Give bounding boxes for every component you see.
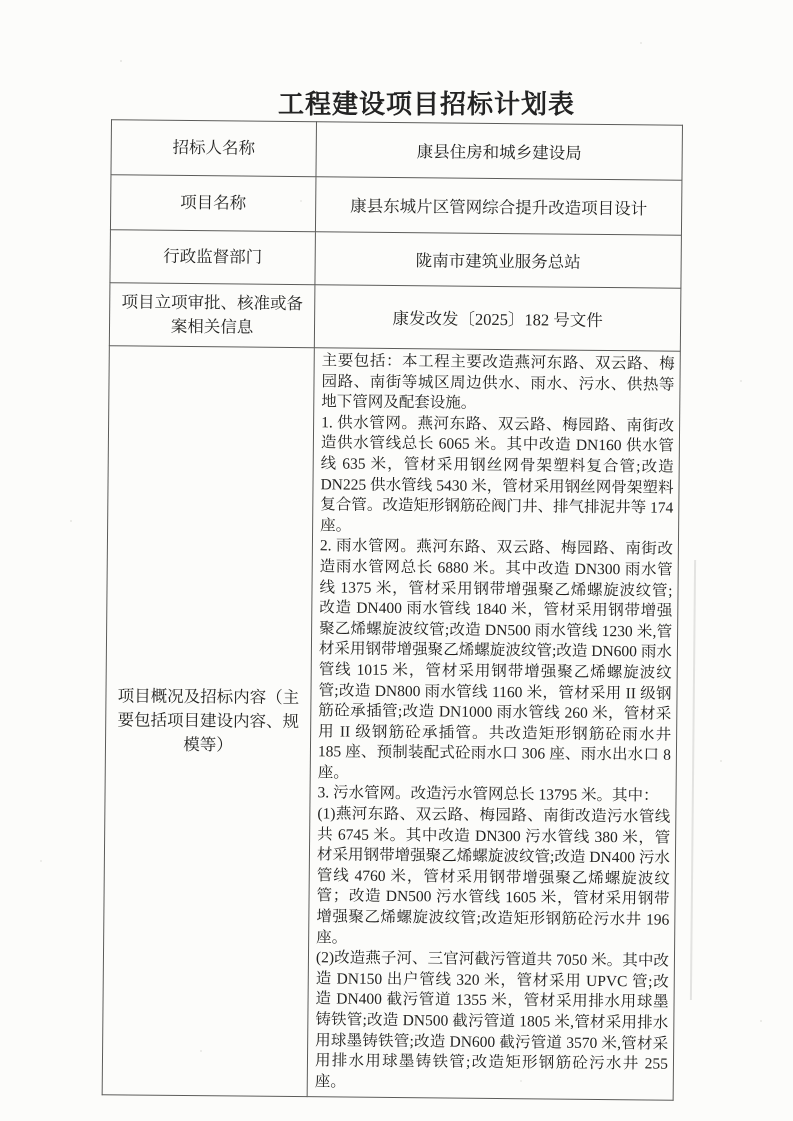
row-label-supervision-department: 行政监督部门 <box>110 230 315 285</box>
overview-paragraph: 1. 供水管网。燕河东路、双云路、梅园路、南街改造供水管线总长 6065 米。其中改造 DN160 供水管线 635 米，管材采用钢丝网骨架塑料复合管;改造 DN225 供水管线 5430 米，管材采用钢丝网骨架塑料复合管。改造矩形钢筋砼阀门井、排气排泥井等 174 座。 <box>320 414 675 535</box>
overview-paragraph: 3. 污水管网。改造污水管网总长 13795 米。其中： <box>317 784 659 806</box>
row-value-tenderer-name: 康县住房和城乡建设局 <box>316 122 683 181</box>
scan-noise <box>0 0 2 2</box>
table-row <box>111 120 683 180</box>
bidding-plan-table <box>102 119 683 1101</box>
row-label-tenderer-name: 招标人名称 <box>111 120 317 177</box>
row-value-project-name: 康县东城片区管网综合提升改造项目设计 <box>315 177 682 236</box>
document-title: 工程建设项目招标计划表 <box>277 90 575 119</box>
row-value-approval-info: 康发改发〔2025〕182 号文件 <box>314 285 681 352</box>
table-row <box>109 283 681 351</box>
scanner-shadow-artifact <box>690 560 696 1000</box>
table-row <box>110 175 682 235</box>
table-row <box>102 346 680 1101</box>
row-value-supervision-department: 陇南市建筑业服务总站 <box>315 232 681 289</box>
overview-paragraph: 2. 雨水管网。燕河东路、双云路、梅园路、南街改造雨水管网总长 6880 米。其中改造 DN300 雨水管线 1375 米，管材采用钢带增强聚乙烯螺旋波纹管;改造 DN400 雨水管线 1840 米，管材采用钢带增强聚乙烯螺旋波纹管;改造 DN500 雨水管线 1230 米,管材采用钢带增强聚乙烯螺旋波纹管;改造 DN600 雨水管线 1015 米，管材采用钢带增强聚乙烯螺旋波纹管;改造 DN800 雨水管线 1160 米，管材采用 II 级钢筋砼承插管;改造 DN1000 雨水管线 260 米，管材采用 II 级钢筋砼承插管。共改造矩形钢筋砼雨水井 185 座、预制装配式砼雨水口 306 座、雨水出水口 8 座。 <box>317 537 673 782</box>
overview-paragraph: (1)燕河东路、双云路、梅园路、南街改造污水管线共 6745 米。其中改造 DN300 污水管线 380 米，管材采用钢带增强聚乙烯螺旋波纹管;改造 DN400 污水管线 4760 米，管材采用钢带增强聚乙烯螺旋波纹管；改造 DN500 污水管线 1605 米，管材采用钢带增强聚乙烯螺旋波纹管;改造矩形钢筋砼污水井 196 座。 <box>316 805 671 947</box>
project-overview-text <box>307 348 680 1101</box>
row-label-approval-info: 项目立项审批、核准或备 案相关信息 <box>109 283 315 348</box>
overview-paragraph: (2)改造燕子河、三官河截污管道共 7050 米。其中改造 DN150 出户管线 320 米，管材采用 UPVC 管;改造 DN400 截污管道 1355 米，管材采用排水用球墨铸铁管;改造 DN500 截污管道 1805 米,管材采用排水用球墨铸铁管;改造 DN600 截污管道 3570 米,管材采用排水用球墨铸铁管;改造矩形钢筋砼污水井 255 座。 <box>314 949 670 1091</box>
row-label-project-overview: 项目概况及招标内容（主 要包括项目建设内容、规 模等） <box>102 346 314 1097</box>
row-label-project-name: 项目名称 <box>110 175 316 232</box>
overview-paragraph: 主要包括：本工程主要改造燕河东路、双云路、梅园路、南街等城区周边供水、雨水、污水、供热等地下管网及配套设施。 <box>321 352 675 412</box>
table-row <box>110 230 681 288</box>
